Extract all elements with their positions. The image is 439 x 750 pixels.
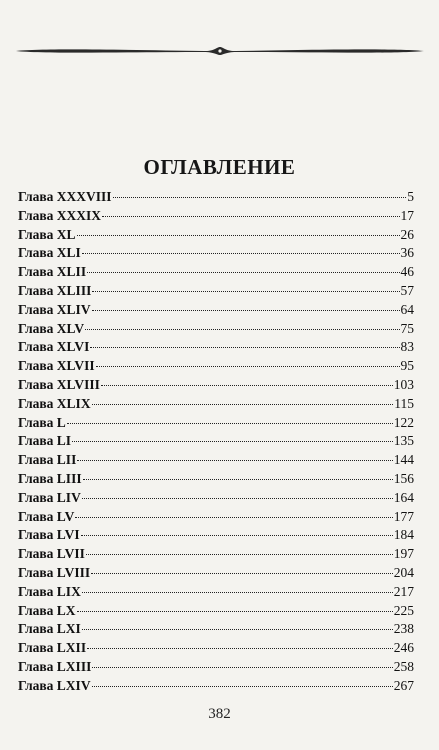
toc-leader-dots (81, 535, 393, 536)
toc-leader-dots (90, 347, 399, 348)
toc-leader-dots (77, 460, 392, 461)
toc-entry (18, 415, 414, 434)
toc-leader-dots (75, 517, 392, 518)
toc-chapter-title: Глава LVII (18, 546, 85, 562)
toc-chapter-title: Глава XLIV (18, 301, 91, 317)
toc-chapter-title: Глава XLVII (18, 358, 95, 374)
toc-page-number: 135 (393, 433, 414, 449)
toc-page-number: 156 (393, 470, 414, 486)
toc-chapter-title: Глава LXI (18, 621, 81, 637)
toc-page-number: 83 (400, 339, 414, 355)
toc-entry (18, 546, 414, 565)
toc-entry (18, 433, 414, 452)
toc-leader-dots (87, 648, 393, 649)
toc-entry (18, 678, 414, 697)
toc-chapter-title: Глава LX (18, 602, 76, 618)
toc-page-number: 258 (393, 658, 414, 674)
toc-chapter-title: Глава XLIII (18, 282, 92, 298)
toc-leader-dots (72, 441, 393, 442)
toc-chapter-title: Глава LIII (18, 470, 82, 486)
header-ornament-rule (14, 44, 426, 58)
toc-entry (18, 584, 414, 603)
toc-chapter-title: Глава LIX (18, 583, 81, 599)
toc-entry (18, 527, 414, 546)
toc-entry (18, 189, 414, 208)
toc-leader-dots (92, 667, 392, 668)
toc-page-number: 95 (400, 358, 414, 374)
toc-page-number: 36 (400, 245, 414, 261)
toc-page-number: 5 (407, 189, 414, 204)
toc-chapter-title: Глава LXIV (18, 677, 91, 693)
toc-leader-dots (96, 366, 400, 367)
toc-leader-dots (113, 197, 407, 198)
toc-page-number: 225 (393, 602, 414, 618)
toc-page-number: 204 (393, 564, 414, 580)
toc-leader-dots (67, 423, 393, 424)
toc-entry (18, 283, 414, 302)
toc-entry (18, 208, 414, 227)
toc-page-number: 64 (400, 301, 414, 317)
toc-chapter-title: Глава LVI (18, 527, 80, 543)
toc-page-number: 46 (400, 264, 414, 280)
toc-page-number: 238 (393, 621, 414, 637)
toc-chapter-title: Глава LII (18, 452, 77, 468)
toc-entry (18, 339, 414, 358)
toc-chapter-title: Глава LIV (18, 489, 81, 505)
toc-page-number: 246 (393, 640, 414, 656)
toc-entry (18, 471, 414, 490)
toc-leader-dots (83, 479, 393, 480)
toc-entry (18, 321, 414, 340)
toc-page-number: 197 (393, 546, 414, 562)
toc-chapter-title: Глава XLVI (18, 339, 90, 355)
toc-page-number: 217 (393, 583, 414, 599)
toc-chapter-title: Глава LVIII (18, 564, 91, 580)
toc-entry (18, 302, 414, 321)
toc-chapter-title: Глава XL (18, 226, 76, 242)
toc-chapter-title: Глава LV (18, 508, 75, 524)
toc-entry (18, 509, 414, 528)
toc-chapter-title: Глава XLIX (18, 395, 91, 411)
toc-page-number: 267 (393, 677, 414, 693)
toc-page-number: 57 (400, 282, 414, 298)
toc-chapter-title: Глава LXIII (18, 658, 92, 674)
toc-page-number: 164 (393, 489, 414, 505)
toc-page-number: 103 (393, 376, 414, 392)
toc-page-number: 115 (394, 395, 414, 411)
toc-entry (18, 358, 414, 377)
toc-entry (18, 603, 414, 622)
toc-entry (18, 621, 414, 640)
toc-leader-dots (85, 329, 399, 330)
toc-leader-dots (92, 291, 399, 292)
toc-leader-dots (92, 310, 400, 311)
toc-chapter-title: Глава L (18, 414, 66, 430)
toc-leader-dots (102, 216, 399, 217)
toc-entry (18, 659, 414, 678)
page-number: 382 (208, 706, 231, 722)
toc-leader-dots (101, 385, 393, 386)
toc-page-number: 144 (393, 452, 414, 468)
toc-chapter-title: Глава XLI (18, 245, 81, 261)
toc-page-number: 26 (400, 226, 414, 242)
toc-entry (18, 245, 414, 264)
toc-leader-dots (82, 592, 393, 593)
toc-chapter-title: Глава LI (18, 433, 72, 449)
table-of-contents (18, 189, 414, 697)
toc-chapter-title: Глава XXXIX (18, 207, 102, 223)
toc-entry (18, 227, 414, 246)
page-title: ОГЛАВЛЕНИЕ (143, 155, 296, 179)
toc-page-number: 184 (393, 527, 414, 543)
toc-entry (18, 452, 414, 471)
toc-leader-dots (91, 573, 393, 574)
toc-entry (18, 565, 414, 584)
toc-leader-dots (86, 554, 393, 555)
toc-leader-dots (82, 629, 393, 630)
toc-chapter-title: Глава LXII (18, 640, 87, 656)
toc-leader-dots (92, 404, 394, 405)
toc-page-number: 17 (400, 207, 414, 223)
toc-page-number: 177 (393, 508, 414, 524)
toc-leader-dots (77, 235, 400, 236)
toc-entry (18, 264, 414, 283)
toc-page-number: 75 (400, 320, 414, 336)
toc-leader-dots (92, 686, 393, 687)
toc-leader-dots (82, 498, 393, 499)
toc-chapter-title: Глава XXXVIII (18, 189, 112, 204)
toc-entry (18, 490, 414, 509)
toc-page-number: 122 (393, 414, 414, 430)
toc-entry (18, 377, 414, 396)
toc-chapter-title: Глава XLVIII (18, 376, 100, 392)
toc-entry (18, 396, 414, 415)
toc-leader-dots (87, 272, 399, 273)
toc-leader-dots (82, 253, 400, 254)
toc-chapter-title: Глава XLV (18, 320, 85, 336)
toc-entry (18, 640, 414, 659)
toc-leader-dots (77, 611, 393, 612)
toc-chapter-title: Глава XLII (18, 264, 87, 280)
